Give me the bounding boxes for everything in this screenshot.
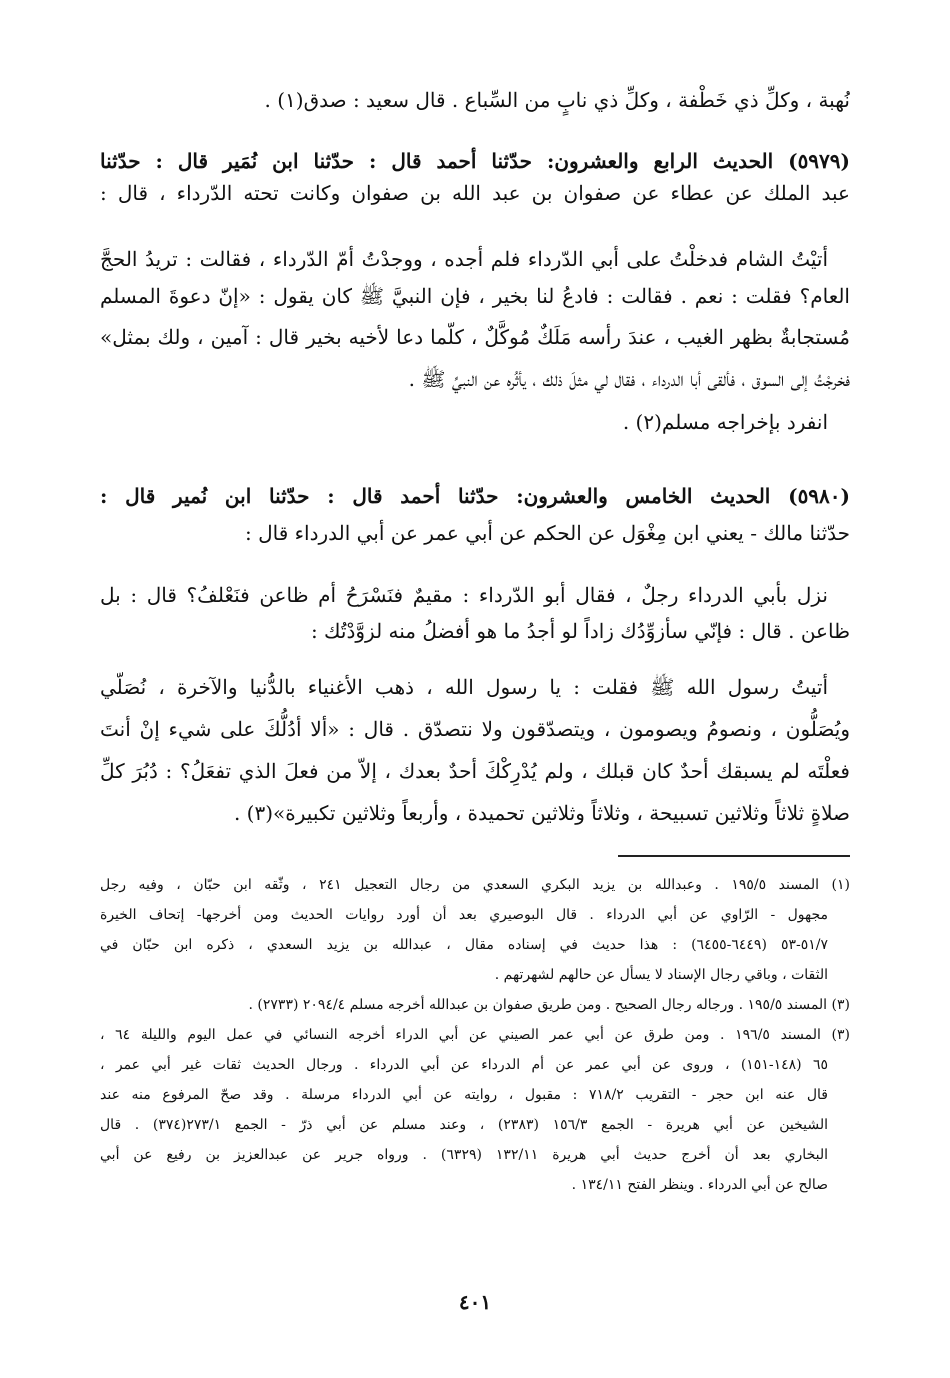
footnote-line: (٣) المسند ١٩٦/٥ . ومن طرق عن أبي عمر الصيني عن أبي الدراء أخرجه النسائي في عمل اليوم والليلة ٦٤ ، [100,1027,850,1043]
footnote-line: (٣) المسند ١٩٥/٥ . ورجاله رجال الصحيح . ومن طريق صفوان بن عبدالله أخرجه مسلم ٢٠٩٤/٤ (٢٧٣٣) . [248,997,850,1013]
hadith-5980-body [100,575,850,647]
hadith-5980 [100,480,850,554]
text-line: نزل بأبي الدرداء رجلٌ ، فقال أبو الدّرداء : مقيمٌ فنَسْرَحُ أم ظاعن فنَعْلفُ؟ قال : بل [100,583,828,607]
hadith-heading: (٥٩٨٠) الحديث الخامس والعشرون: حدّثنا أحمد قال : حدّثنا ابن نُمير قال : [100,484,850,508]
text-line: نُهبة ، وكلِّ ذي خَطْفة ، وكلِّ ذي نابٍ من السِّباع . قال سعيد : صدق(١) . [264,88,850,112]
footnote-line: (١) المسند ١٩٥/٥ . وعبدالله بن يزيد البكري السعدي من رجال التعجيل ٢٤١ ، وثّقه ابن حبّان ، وفيه رجل [100,877,850,893]
text-line: صلاةٍ ثلاثاً وثلاثين تسبيحة ، وثلاثاً وثلاثين تحميدة ، وأربعاً وثلاثين تكبيرة»(٣) . [233,801,850,825]
footnotes [100,870,850,1200]
text-line: أتيتُ رسول الله ﷺ فقلت : يا رسول الله ، ذهب الأغنياء بالدُّنيا والآخرة ، نُصَلّي [100,675,828,699]
hadith-5980-matn [100,666,850,834]
text-line: فعلْتَه لم يسبقك أحدٌ كان قبلك ، ولم يُدْرِكْكَ أحدٌ بعدك ، إلاّ من فعلَ الذي تفعَلُ؟ : دُبُرَ كلِّ [100,759,850,783]
text-line: فخرجْتُ إلى السوق ، فألقى أبا الدرداء ، فقال لي مثلَ ذلك ، يأثُره عن النبيِّ ﷺ . [408,367,850,391]
footnote-line: صالح عن أبي الدرداء . وينظر الفتح ١٣٤/١١ . [571,1177,828,1193]
footnote-line: الشيخين عن أبي هريرة - الجمع ١٥٦/٣ (٢٣٨٣) ، وعند مسلم عن أبي ذرّ - الجمع ٢٧٣/١(٣٧٤) . قال [100,1117,828,1133]
hadith-heading: (٥٩٧٩) الحديث الرابع والعشرون: حدّثنا أحمد قال : حدّثنا ابن نُمَير قال : حدّثنا [100,149,850,173]
text-line: ظاعن . قال : فإنّي سأزوِّدُك زاداً لو أجدُ ما هو أفضلُ منه لزوَّدْتُك : [310,619,850,643]
text-line: أتيْتُ الشام فدخلْتُ على أبي الدّرداء فلم أجده ، ووجدْتُ أمّ الدّرداء ، فقالت : تريدُ الحجَّ [100,247,828,271]
main-text [100,84,850,116]
text-line: ويُصَلُّون ، ونصومُ ويصومون ، ويتصدّقون ولا نتصدّق . قال : «ألا أدُلُّكَ على شيء إنْ أنتَ [100,717,850,741]
text-line: العام؟ فقلت : نعم . فقالت : فادعُ لنا بخير ، فإن النبيَّ ﷺ كان يقول : «إنّ دعوةَ المسلم [100,284,850,308]
footnote-line: الثقات ، وباقي رجال الإسناد لا يسأل عن حالهم لشهرتهم . [494,967,828,983]
footnote-line: مجهول - الرّاوي عن أبي الدرداء . قال البوصيري بعد أن أورد روايات الحديث ومن أخرجها- إتحاف الخيرة [100,907,828,923]
footnote-line: البخاري بعد أن أخرج حديث أبي هريرة ١٣٢/١١ (٦٣٢٩) . ورواه جرير عن عبدالعزيز بن رفيع عن أبي [100,1147,828,1163]
footnote-line: ٥١/٧-٥٣ (٦٤٤٩-٦٤٥٥) : هذا حديث في إسناده مقال ، عبدالله بن يزيد السعدي ، ذكره ابن حبّان في [100,937,828,953]
text-line: مُستجابةٌ بظهر الغيب ، عندَ رأسه مَلَكٌ مُوكَّلٌ ، كلّما دعا لأخيه بخير قال : آمين ، ولك بمثل» [100,325,850,349]
footnote-line: قال عنه ابن حجر - التقريب ٧١٨/٢ : مقبول ، روايته عن أبي الدرداء مرسلة . وقد صحّ المرفوع منه عند [100,1087,829,1103]
hadith-5979-body [100,243,850,443]
text-line: انفرد بإخراجه مسلم(٢) . [622,410,828,434]
text-line: حدّثنا مالك - يعني ابن مِغْوَل عن الحكم عن أبي عمر عن أبي الدرداء قال : [244,521,850,545]
page-number: ٤٠١ [458,1290,492,1314]
footnote-separator [618,855,850,857]
text-line: عبد الملك عن عطاء عن صفوان بن عبد الله بن صفوان وكانت تحته الدّرداء ، قال : [100,181,850,205]
footnote-line: ٦٥ (١٤٨-١٥١) ، وروى عن أبي عمر عن أم الدرداء عن أبي الدرداء . ورجال الحديث ثقات غير أبي عمر ، [100,1057,828,1073]
hadith-5979 [100,145,850,209]
